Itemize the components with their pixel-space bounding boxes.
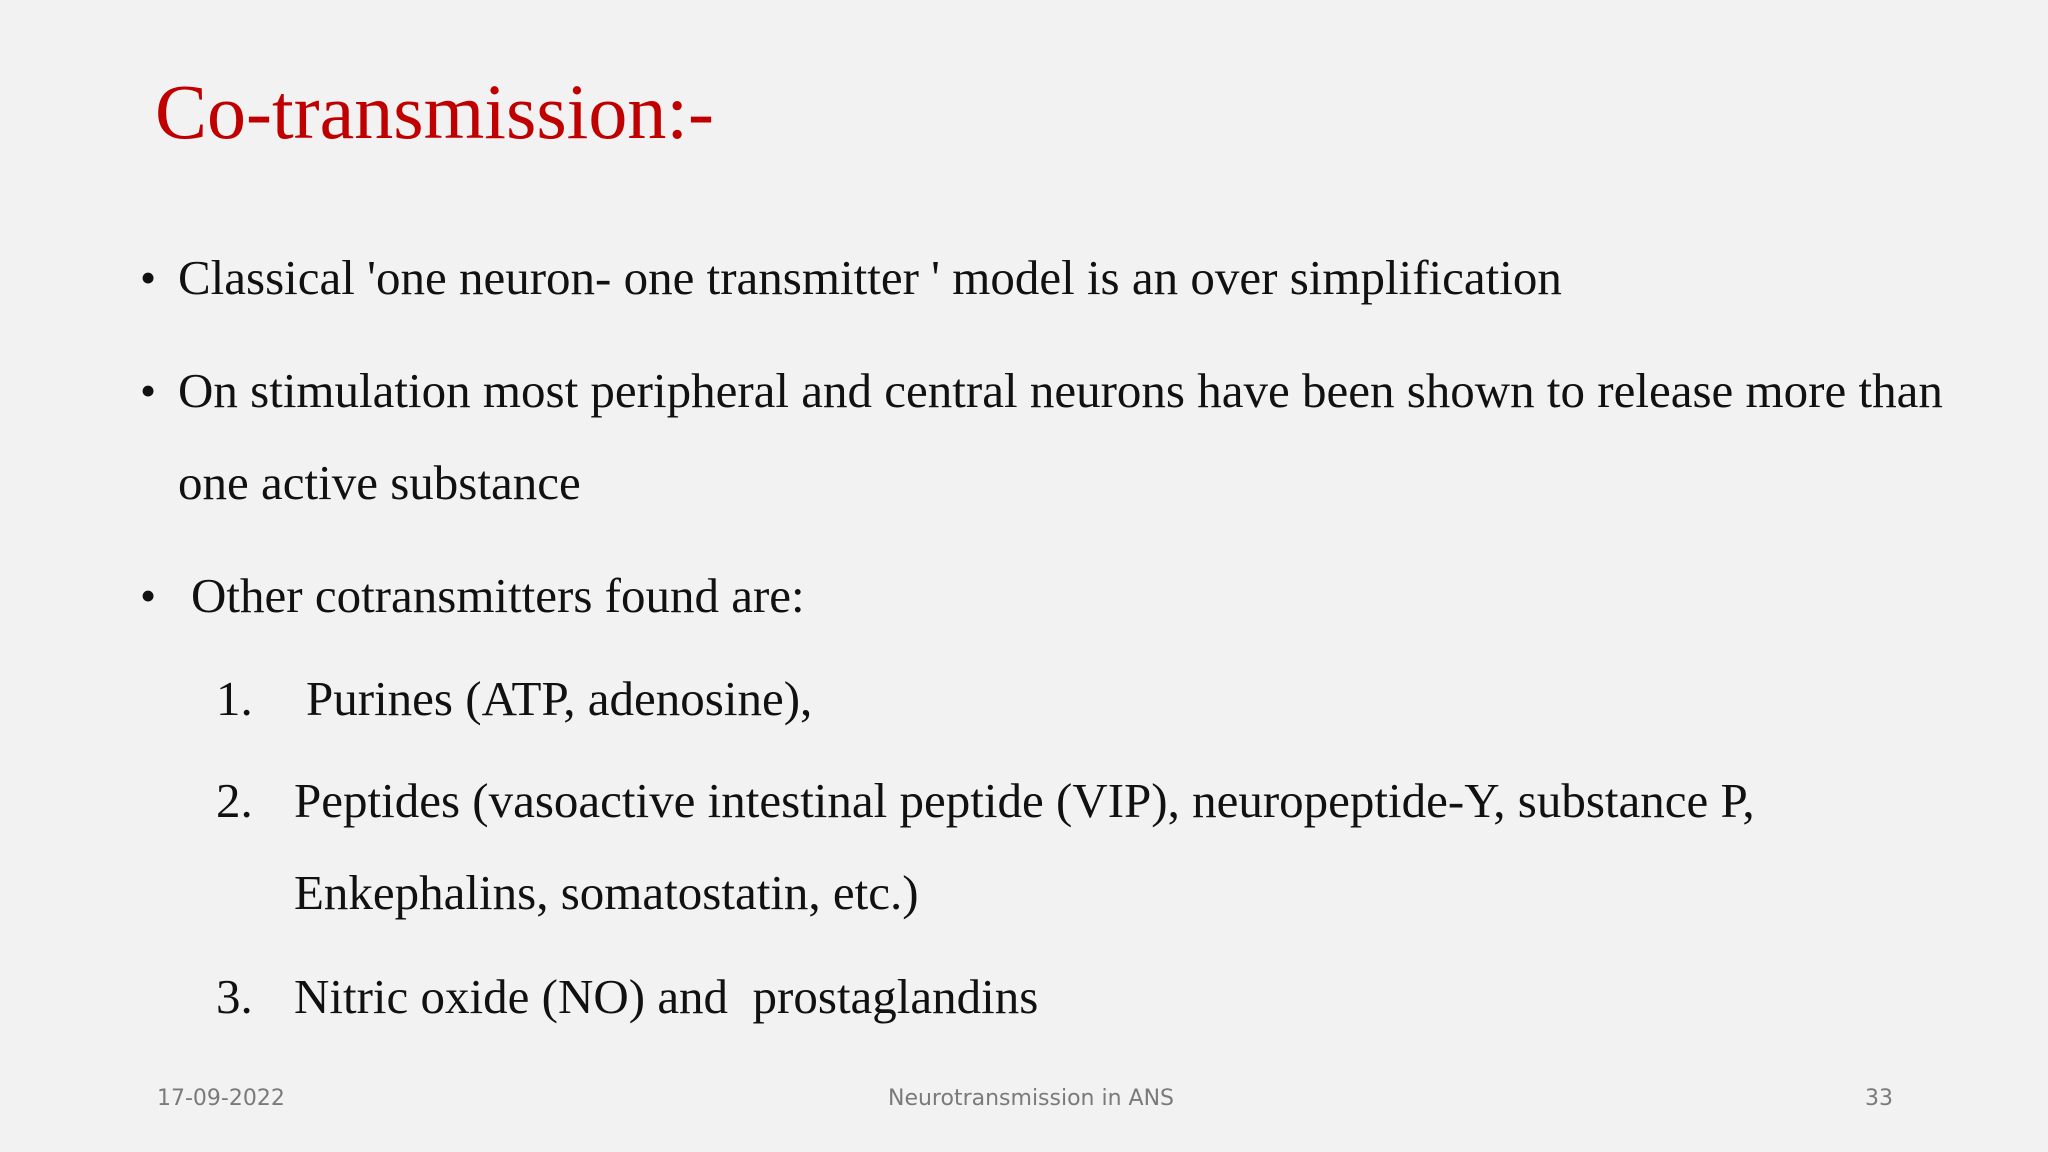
footer-date: 17-09-2022 [157,1086,285,1111]
bullet-1-text: Classical 'one neuron- one transmitter ' model is an over simplification [178,250,1562,305]
footer-page-number: 33 [1865,1086,1893,1111]
bullet-2-text-line-2: one active substance [178,455,581,510]
footer-title: Neurotransmission in ANS [888,1086,1175,1111]
list-item-3-text: Nitric oxide (NO) and prostaglandins [294,969,1039,1024]
list-item-3-number: 3. [216,969,253,1024]
list-item-2-text-line-2: Enkephalins, somatostatin, etc.) [294,865,919,920]
slide-title: Co-transmission:- [155,68,714,155]
bullet-1-marker: • [140,252,157,303]
list-item-2-text-line-1: Peptides (vasoactive intestinal peptide (VIP), neuropeptide-Y, substance P, [294,773,1755,828]
list-item-2-number: 2. [216,773,253,828]
bullet-2-marker: • [140,365,157,416]
list-item-1-number: 1. [216,671,253,726]
bullet-2-text-line-1: On stimulation most peripheral and central neurons have been shown to release more than [178,363,1943,418]
bullet-3-text: Other cotransmitters found are: [191,568,805,623]
list-item-1-text: Purines (ATP, adenosine), [306,671,813,726]
bullet-3-marker: • [140,570,157,621]
